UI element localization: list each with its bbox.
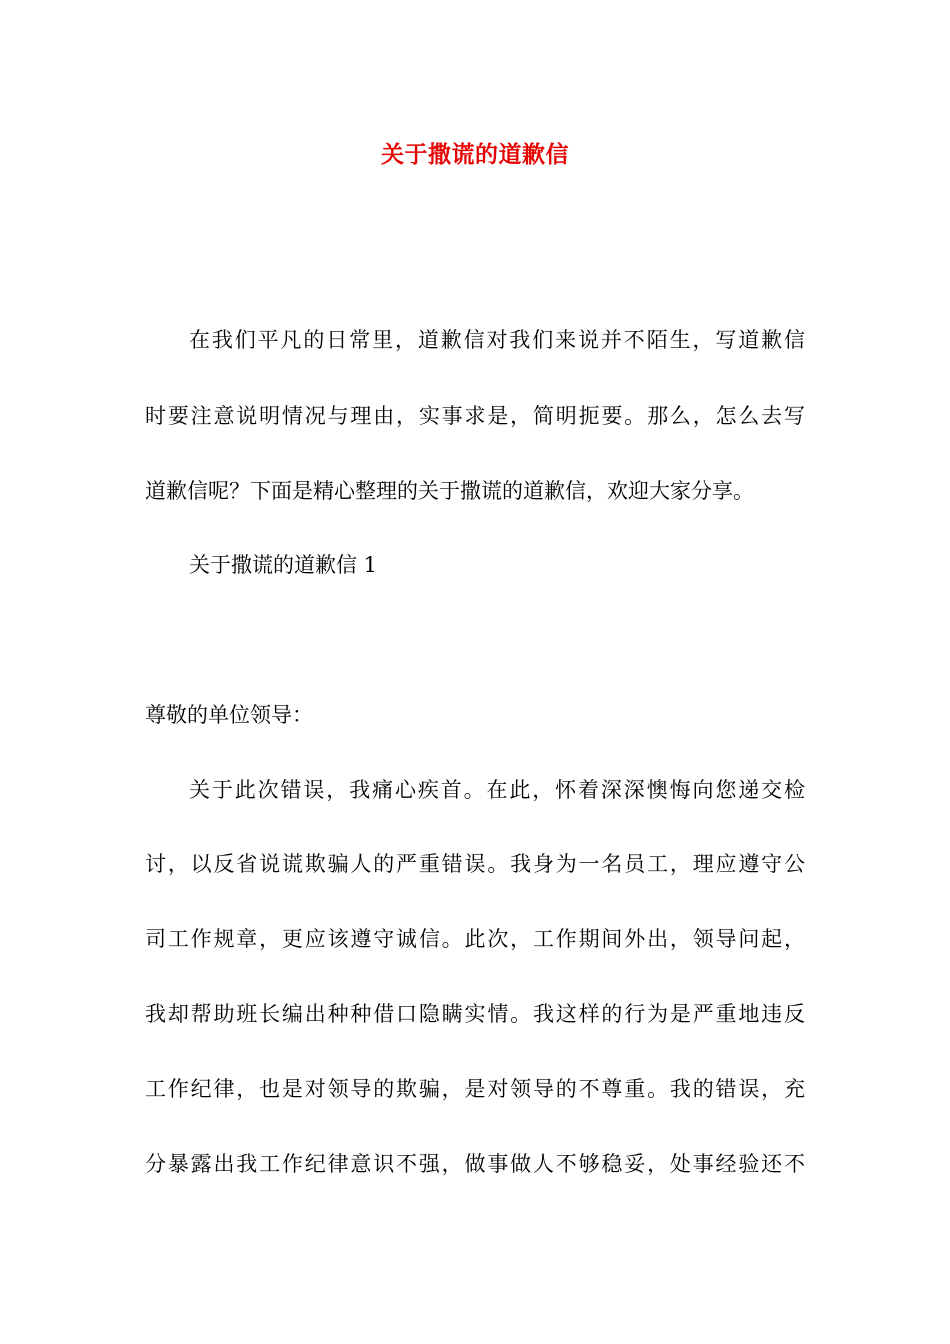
body-paragraph-line: 司工作规章，更应该遵守诚信。此次，工作期间外出，领导问起， — [145, 927, 805, 951]
letter-salutation: 尊敬的单位领导： — [145, 703, 313, 727]
intro-paragraph-line: 在我们平凡的日常里，道歉信对我们来说并不陌生，写道歉信 — [189, 328, 805, 352]
body-paragraph-line: 关于此次错误，我痛心疾首。在此，怀着深深懊悔向您递交检 — [189, 778, 805, 802]
section-heading: 关于撒谎的道歉信 1 — [189, 553, 378, 577]
body-paragraph-line: 工作纪律，也是对领导的欺骗，是对领导的不尊重。我的错误，充 — [145, 1077, 805, 1101]
intro-paragraph-line: 道歉信呢？下面是精心整理的关于撒谎的道歉信，欢迎大家分享。 — [145, 479, 754, 503]
body-paragraph-line: 讨，以反省说谎欺骗人的严重错误。我身为一名员工，理应遵守公 — [145, 852, 805, 876]
document-title: 关于撒谎的道歉信 — [381, 141, 569, 168]
body-paragraph-line: 分暴露出我工作纪律意识不强，做事做人不够稳妥，处事经验还不 — [145, 1152, 805, 1176]
body-paragraph-line: 我却帮助班长编出种种借口隐瞒实情。我这样的行为是严重地违反 — [145, 1002, 805, 1026]
intro-paragraph-line: 时要注意说明情况与理由，实事求是，简明扼要。那么，怎么去写 — [145, 404, 805, 428]
